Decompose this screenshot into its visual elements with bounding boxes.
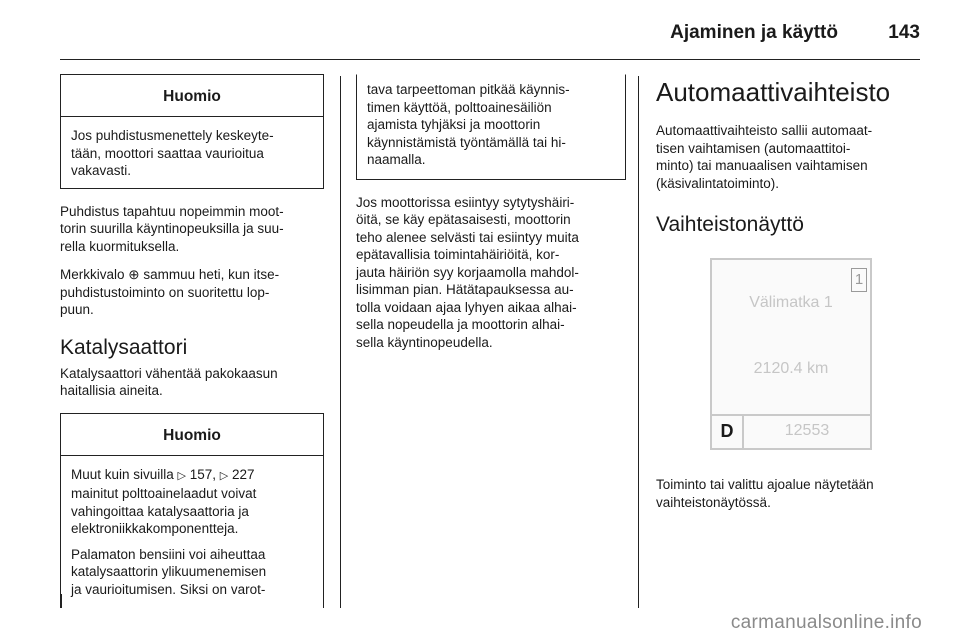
para-text: sammuu heti, kun itse- puhdistustoiminto on suoritettu lop- puun. [60,267,280,317]
notice-text [71,466,313,538]
paragraph-misfire: Jos moottorissa esiintyy sytytyshäiri- öitä, se käy epätasaisesti, moottorin teho alenee selvästi tai esiintyy muita epätavallisia toimintahäiriöitä, kor- jauta häiriön syy korjaamolla mahdol- lisimman pian. Hätätapauksessa au- tolla voidaan ajaa lyhyen aikaa alhai- sella nopeudella ja moottorin alhai- sella käyntinopeudella. [356,194,579,350]
transmission-display [710,258,872,450]
page-ref-arrow-icon: ▷ [219,469,229,482]
odometer-value: 12553 [784,422,830,439]
column-2 [356,74,626,362]
paragraph-warning-light [60,266,324,319]
notice-body [61,456,323,607]
header-title: Ajaminen ja käyttö [670,22,838,43]
notice-left-edge [60,594,62,608]
notice-heading: Huomio [61,414,323,456]
notice-text: tava tarpeettoman pitkää käynnis- timen käyttöä, polttoainesäiliön ajamista tyhjäksi ja moottorin käynnistämistä työntämällä tai hi- naamalla. [367,82,570,167]
column-1 [60,74,324,606]
display-footer [712,414,870,448]
gear-indicator: D [712,416,744,448]
engine-warning-icon: ⊕ [128,267,140,282]
trip-label: Välimatka 1 [749,294,833,311]
page-number: 143 [888,22,920,43]
notice-box-1 [60,74,324,189]
page-ref: 157, [186,466,220,482]
notice-right-edge [323,594,325,608]
watermark: carmanualsonline.info [730,612,922,633]
notice-text: Jos puhdistusmenettely keskeyte- tään, moottori saattaa vaurioitua vakavasti. [71,128,274,178]
heading-transmission-display: Vaihteistonäyttö [656,213,804,236]
paragraph-automatic: Automaattivaihteisto sallii automaat- tisen vaihtamisen (automaattitoi- minto) tai manuaalisen vaihtamisen (käsivalintatoiminto). [656,123,873,191]
notice-box-2 [60,413,324,607]
paragraph-cleaning: Puhdistus tapahtuu nopeimmin moot- torin suurilla käyntinopeuksilla ja suu- rella kuormituksella. [60,203,284,254]
notice-text-part: mainitut polttoainelaadut voivat vahingoittaa katalysaattoria ja elektroniikkakomponentteja. [71,486,257,536]
gear-number-badge: 1 [851,268,867,292]
notice-text: Palamaton bensiini voi aiheuttaa katalysaattorin ylikuumenemisen ja vaurioitumisen. Siksi on varot- [71,546,267,597]
notice-box-continued [356,74,626,180]
heading-catalyst: Katalysaattori [60,335,188,359]
column-divider [638,76,639,608]
para-text: Merkkivalo [60,267,129,282]
page-header [60,0,920,62]
paragraph-catalyst: Katalysaattori vähentää pakokaasun haitallisia aineita. [60,365,278,398]
notice-text-part: Muut kuin sivuilla [71,466,178,482]
notice-heading: Huomio [61,75,323,117]
trip-value: 2120.4 km [753,360,829,377]
page-ref: 227 [228,466,255,482]
heading-automatic-transmission: Automaattivaihteisto [656,77,891,107]
paragraph-display: Toiminto tai valittu ajoalue näytetään vaihteistonäytössä. [656,477,874,510]
column-divider [340,76,341,608]
header-rule [60,59,920,60]
column-3 [656,76,918,238]
page-ref-arrow-icon: ▷ [177,469,187,482]
notice-body [61,117,323,188]
